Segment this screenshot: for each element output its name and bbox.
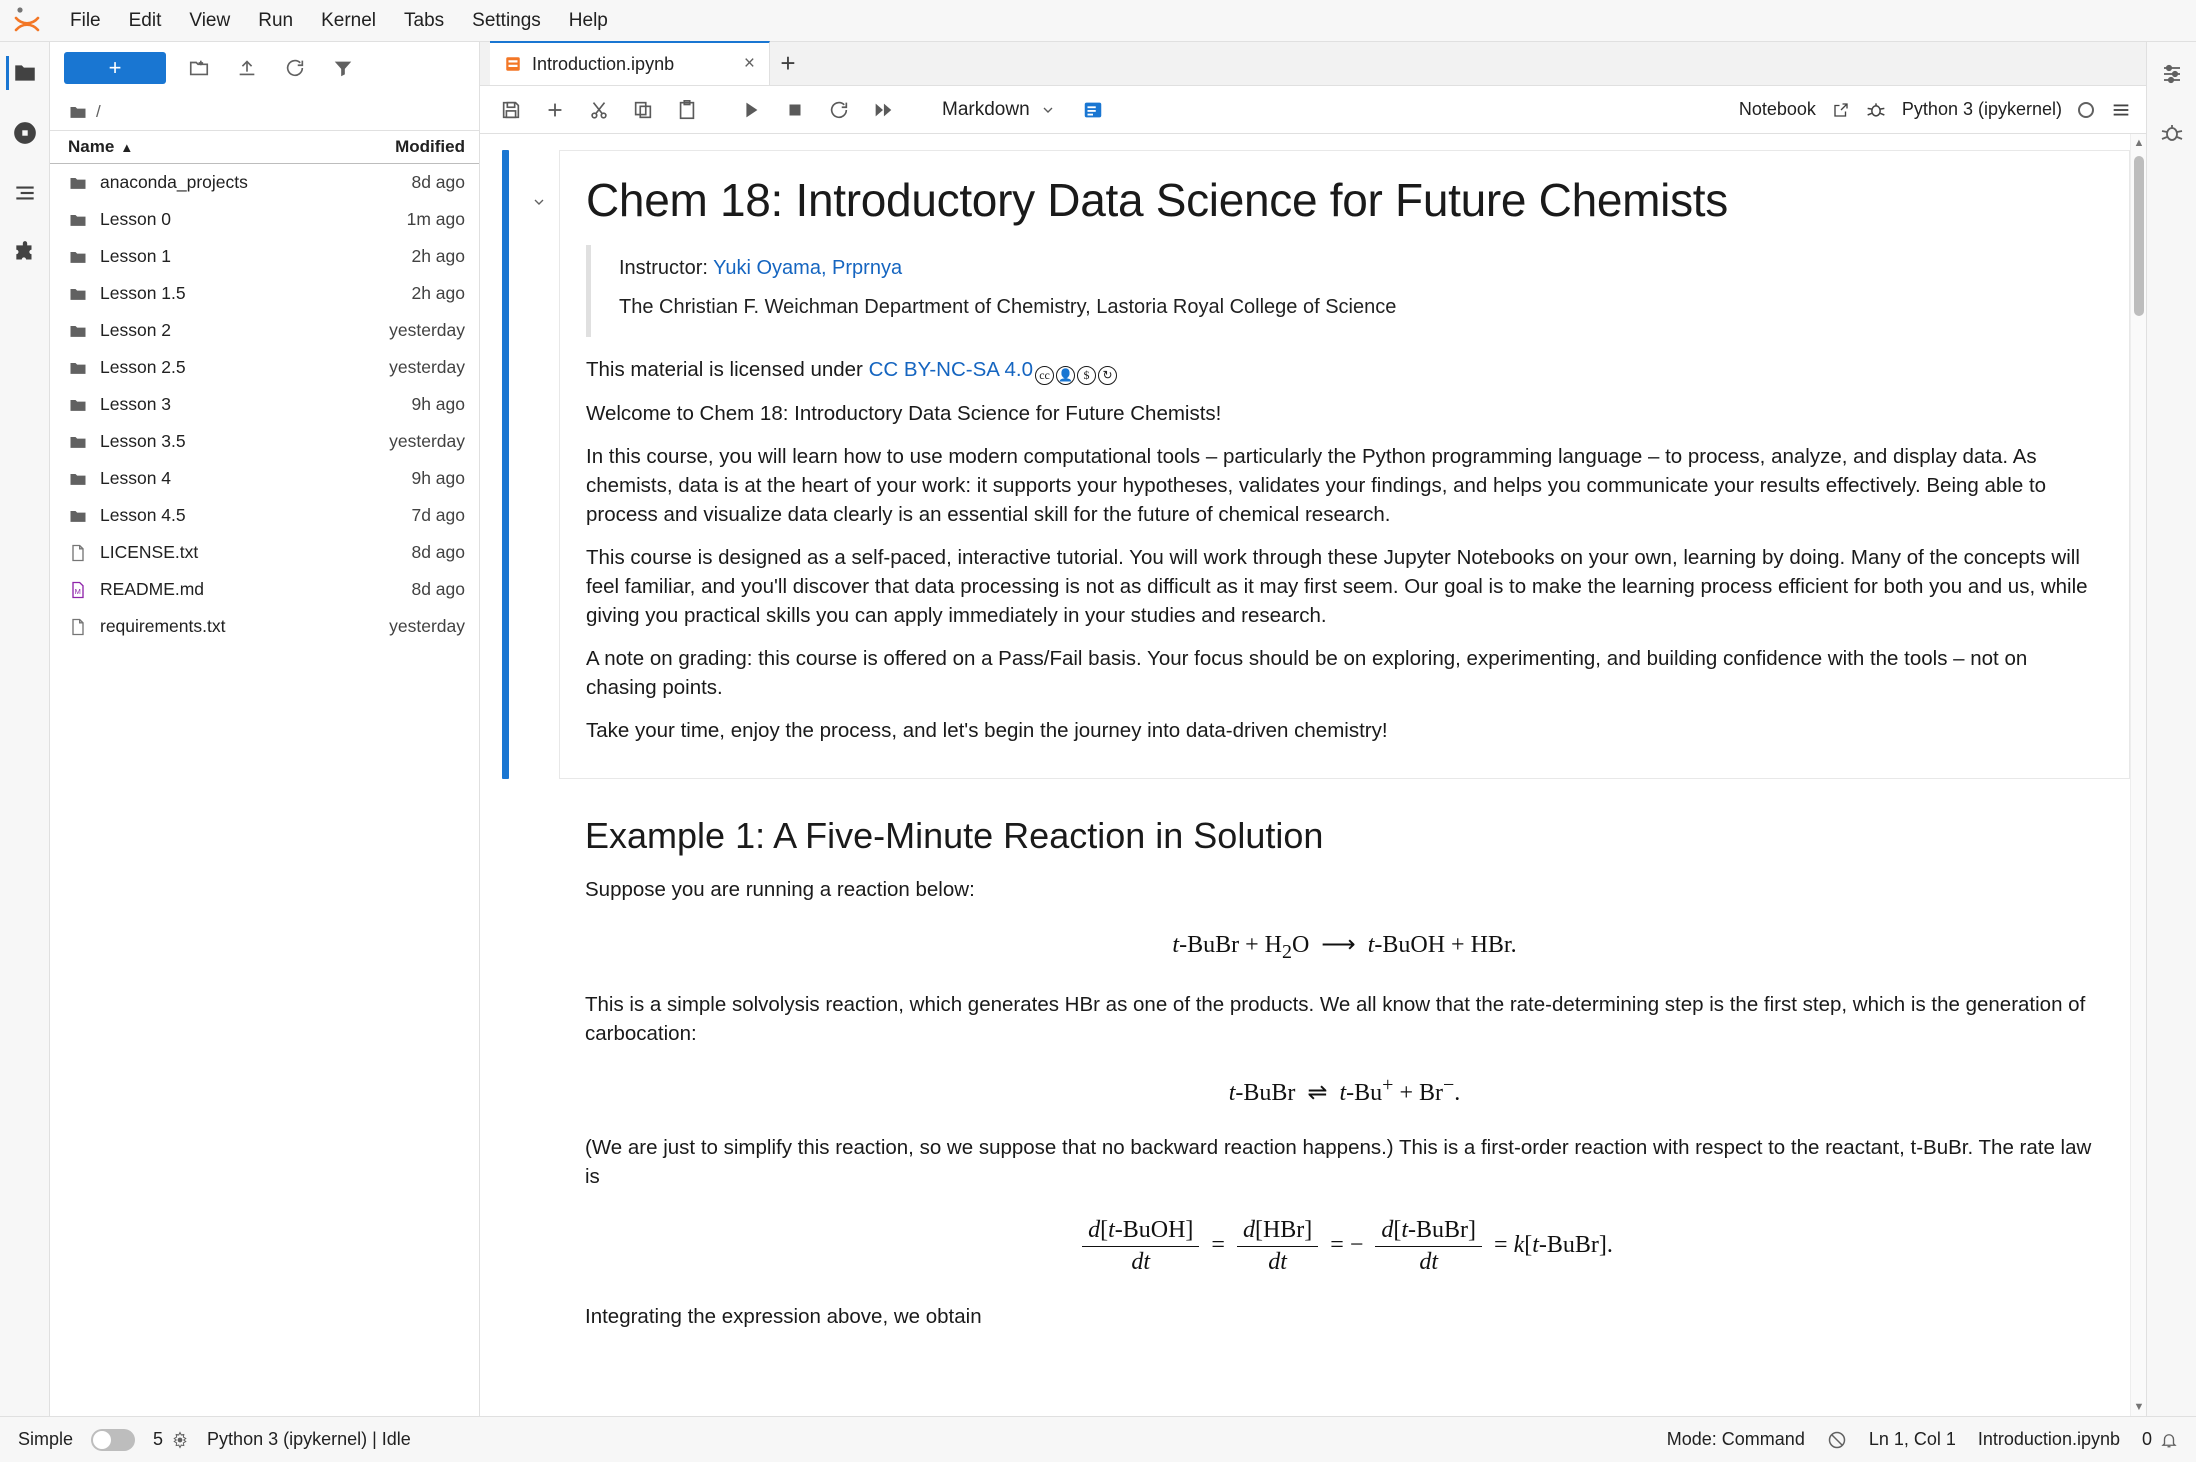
refresh-icon[interactable] (280, 53, 310, 83)
new-folder-icon[interactable] (184, 53, 214, 83)
debugger-toggle-icon[interactable] (1866, 100, 1886, 120)
menu-file[interactable]: File (70, 9, 101, 31)
left-activity-bar (0, 42, 50, 1416)
instructor-label: Instructor: (619, 257, 714, 279)
terminal-count: 5 (153, 1429, 164, 1449)
file-name: Lesson 2 (100, 320, 172, 340)
file-modified: 8d ago (411, 542, 465, 562)
instructor-blockquote (586, 245, 2103, 337)
column-header-name[interactable]: Name ▲ (68, 137, 134, 156)
interrupt-kernel-icon[interactable] (778, 93, 812, 127)
cell-content[interactable] (559, 785, 2130, 1363)
license-link[interactable]: CC BY-NC-SA 4.0 (868, 358, 1034, 381)
file-browser-toolbar (50, 42, 479, 94)
cell-content[interactable] (559, 150, 2130, 779)
filter-icon[interactable] (328, 53, 358, 83)
instructor-line (619, 257, 2103, 280)
upload-icon[interactable] (232, 53, 262, 83)
file-icon (68, 617, 94, 637)
folder-icon (68, 173, 94, 193)
equation-carbocation: t-BuBr ⇌ t-Bu+ + Br−. (1228, 1073, 1461, 1106)
menu-view[interactable]: View (189, 9, 231, 31)
scrollbar-thumb[interactable] (2134, 156, 2144, 316)
file-list-header (50, 130, 479, 164)
list-item[interactable] (50, 349, 479, 386)
notebook-cell-markdown-intro[interactable] (502, 150, 2130, 779)
notebook-menu-icon[interactable] (2110, 99, 2132, 121)
kernel-gear-icon (171, 1431, 189, 1449)
file-modified: 8d ago (411, 172, 465, 192)
file-name: Lesson 1.5 (100, 283, 186, 303)
notification-item[interactable] (2142, 1429, 2178, 1450)
file-modified: 2h ago (411, 283, 465, 303)
folder-icon (68, 321, 94, 341)
new-launcher-button[interactable]: + (64, 52, 166, 84)
license-line (586, 355, 2103, 385)
file-modified: yesterday (389, 431, 465, 451)
list-item[interactable] (50, 608, 479, 645)
paragraph-course-overview: In this course, you will learn how to use modern computational tools – particularly the Python programming language – to process, analyze, and display data. As chemists, data is at the heart of your work: it supports your hypotheses, validates your findings, and helps you communicate your results effectively. Being able to process and visualize data clearly is an essential skill for the future of chemical research. (586, 444, 2047, 526)
department-line: The Christian F. Weichman Department of Chemistry, Lastoria Royal College of Science (619, 296, 1397, 318)
cell-selection-bar (502, 785, 509, 1363)
right-activity-bar (2146, 42, 2196, 1416)
list-item[interactable] (50, 423, 479, 460)
cc-icon: cc (1035, 366, 1054, 385)
section-heading-example1: Example 1: A Five-Minute Reaction in Solution (585, 814, 1324, 856)
notebook-scroll-region (480, 134, 2146, 1416)
file-name: README.md (100, 579, 205, 599)
file-name: anaconda_projects (100, 172, 248, 192)
paragraph-welcome: Welcome to Chem 18: Introductory Data Science for Future Chemists! (586, 401, 1222, 425)
kernel-name-label[interactable]: Python 3 (ipykernel) (1901, 99, 2062, 119)
main-area (0, 42, 2196, 1416)
paragraph-rate-law: (We are just to simplify this reaction, so we suppose that no backward reaction happens.) This is a first-order reaction with respect to the reactant, t-BuBr. The rate law is (585, 1135, 2092, 1188)
sort-ascending-icon: ▲ (120, 139, 134, 155)
insert-cell-icon[interactable] (538, 93, 572, 127)
kernel-status-indicator (2078, 102, 2094, 118)
notebook-toolbar (480, 86, 2146, 134)
status-bar-right (1667, 1429, 2178, 1450)
file-browser-panel (50, 42, 480, 1416)
file-name: Lesson 3 (100, 394, 172, 414)
paragraph-integrating: Integrating the expression above, we obtain (585, 1304, 982, 1328)
cell-type-dropdown[interactable] (932, 95, 1066, 125)
instructor-link[interactable]: Yuki Oyama, Prprnya (713, 257, 903, 279)
folder-icon (68, 210, 94, 230)
folder-icon (68, 358, 94, 378)
notebook-icon (504, 55, 522, 73)
list-item[interactable] (50, 238, 479, 275)
menu-edit[interactable]: Edit (128, 9, 162, 31)
column-header-modified[interactable]: Modified (395, 137, 465, 156)
menu-run[interactable]: Run (258, 9, 294, 31)
menu-tabs[interactable]: Tabs (404, 9, 445, 31)
current-file-name: Introduction.ipynb (1977, 1429, 2120, 1449)
scroll-up-icon[interactable]: ▲ (2133, 137, 2145, 149)
equation-rate-law: $\frac{\text{d[t-BuOH]}}{dt}$ = $\frac{\text{d[HBr]}}{dt}$ = − $\frac{\text{d[t-BuBr]}}{dt}$ = k[t-BuBr]. (585, 1217, 2104, 1276)
notebook-panel (480, 42, 2146, 1416)
file-name: Lesson 3.5 (100, 431, 186, 451)
breadcrumb-path: / (96, 102, 101, 121)
kernel-status-text: Python 3 (ipykernel) | Idle (207, 1429, 411, 1449)
folder-icon (68, 432, 94, 452)
list-item[interactable] (50, 497, 479, 534)
list-item[interactable] (50, 275, 479, 312)
folder-icon (68, 247, 94, 267)
creative-commons-icons (1035, 366, 1117, 385)
list-item[interactable] (50, 571, 479, 608)
file-modified: 7d ago (411, 505, 465, 525)
file-name: Lesson 4 (100, 468, 172, 488)
new-tab-button[interactable]: + (780, 47, 796, 78)
list-item[interactable] (50, 164, 479, 201)
file-modified: 1m ago (406, 209, 465, 229)
list-item[interactable] (50, 460, 479, 497)
tab-label: Introduction.ipynb (532, 53, 675, 74)
simple-mode-toggle[interactable] (91, 1429, 135, 1451)
list-item[interactable] (50, 386, 479, 423)
file-browser-icon[interactable] (6, 56, 40, 90)
toggle-cell-toolbar-icon[interactable] (1076, 93, 1110, 127)
file-name: Lesson 1 (100, 246, 172, 266)
property-inspector-icon[interactable] (2155, 56, 2189, 90)
running-terminals-icon[interactable] (8, 116, 42, 150)
paragraph-grading: A note on grading: this course is offered on a Pass/Fail basis. Your focus should be on exploring, experimenting, and building confidence with the tools – not on chasing points. (586, 647, 2028, 700)
run-cell-icon[interactable] (734, 93, 768, 127)
menu-settings[interactable]: Settings (472, 9, 541, 31)
file-modified: 9h ago (411, 394, 465, 414)
copy-cell-icon[interactable] (626, 93, 660, 127)
cell-selection-bar (502, 150, 509, 779)
file-name: Lesson 0 (100, 209, 172, 229)
folder-icon (68, 284, 94, 304)
chevron-down-icon (1040, 102, 1056, 118)
restart-kernel-icon[interactable] (822, 93, 856, 127)
status-bar (0, 1416, 2196, 1462)
paragraph-closing: Take your time, enjoy the process, and let's begin the journey into data-driven chemistry! (586, 719, 1388, 743)
file-name: LICENSE.txt (100, 542, 199, 562)
cell-collapser-icon[interactable] (531, 785, 559, 1363)
menu-bar (0, 0, 2196, 42)
sa-icon: ↻ (1098, 366, 1117, 385)
paste-cell-icon[interactable] (670, 93, 704, 127)
paragraph-rate-determining: This is a simple solvolysis reaction, which generates HBr as one of the products. We all know that the rate-determining step is the first step, which is the generation of carbocation: (585, 992, 2086, 1045)
simple-mode-label: Simple (18, 1429, 74, 1449)
extension-manager-icon[interactable] (8, 236, 42, 270)
nc-icon: $ (1077, 366, 1096, 385)
equation-solvolysis: t-BuBr + $H_2O$ ⟶ t-BuOH + HBr. (1172, 931, 1517, 963)
close-icon[interactable]: × (743, 53, 755, 74)
notebook-vertical-scrollbar[interactable] (2130, 134, 2146, 1416)
license-prefix: This material is licensed under (586, 358, 869, 381)
file-modified: yesterday (389, 357, 465, 377)
svg-text:M: M (74, 586, 81, 596)
notification-count: 0 (2141, 1429, 2152, 1449)
file-modified: yesterday (389, 616, 465, 636)
tab-introduction-ipynb[interactable] (490, 41, 770, 85)
folder-icon (68, 506, 94, 526)
file-modified: 2h ago (411, 246, 465, 266)
markdown-file-icon (68, 580, 94, 600)
restart-and-run-all-icon[interactable] (866, 93, 900, 127)
folder-icon (68, 469, 94, 489)
jupyter-logo-icon (8, 4, 46, 38)
external-link-icon[interactable] (1832, 101, 1850, 119)
scroll-down-icon[interactable]: ▼ (2133, 1401, 2145, 1413)
cut-cell-icon[interactable] (582, 93, 616, 127)
tab-bar (480, 42, 2146, 86)
paragraph-course-design: This course is designed as a self-paced, interactive tutorial. You will work through these Jupyter Notebooks on your own, learning by doing. Many of the concepts will feel familiar, and you'll discover that data processing is not as difficult as it may first seem. Our goal is to make the learning process efficient for both you and us, while giving you practical skills you can apply immediately in your studies and research. (586, 545, 2088, 628)
notebook-cells (480, 134, 2130, 1416)
bell-icon (2160, 1431, 2178, 1449)
file-name: requirements.txt (100, 616, 226, 636)
notebook-mode-label[interactable]: Notebook (1738, 99, 1816, 119)
file-modified: 9h ago (411, 468, 465, 488)
kernel-busy-icon (1827, 1430, 1847, 1450)
file-modified: 8d ago (411, 579, 465, 599)
table-of-contents-icon[interactable] (8, 176, 42, 210)
page-title: Chem 18: Introductory Data Science for Future Chemists (586, 174, 1728, 226)
toolbar-right-group (1739, 99, 2132, 121)
list-item[interactable] (50, 201, 479, 238)
mode-indicator: Mode: Command (1666, 1429, 1805, 1449)
terminal-count-item[interactable] (153, 1429, 189, 1450)
menu-kernel[interactable]: Kernel (321, 9, 376, 31)
debugger-icon[interactable] (2155, 116, 2189, 150)
file-modified: yesterday (389, 320, 465, 340)
file-icon (68, 543, 94, 563)
file-name: Lesson 2.5 (100, 357, 186, 377)
list-item[interactable] (50, 312, 479, 349)
folder-icon (68, 395, 94, 415)
breadcrumb[interactable] (50, 94, 479, 130)
list-item[interactable] (50, 534, 479, 571)
cell-type-value: Markdown (942, 98, 1030, 120)
cell-collapser-icon[interactable] (531, 150, 559, 779)
paragraph-reaction-intro: Suppose you are running a reaction below: (585, 877, 975, 901)
notebook-cell-markdown-example1[interactable] (502, 785, 2130, 1363)
menu-help[interactable]: Help (568, 9, 608, 31)
file-list (50, 164, 479, 1416)
cursor-position[interactable]: Ln 1, Col 1 (1868, 1429, 1956, 1449)
save-icon[interactable] (494, 93, 528, 127)
file-name: Lesson 4.5 (100, 505, 186, 525)
by-icon: 👤 (1056, 366, 1075, 385)
